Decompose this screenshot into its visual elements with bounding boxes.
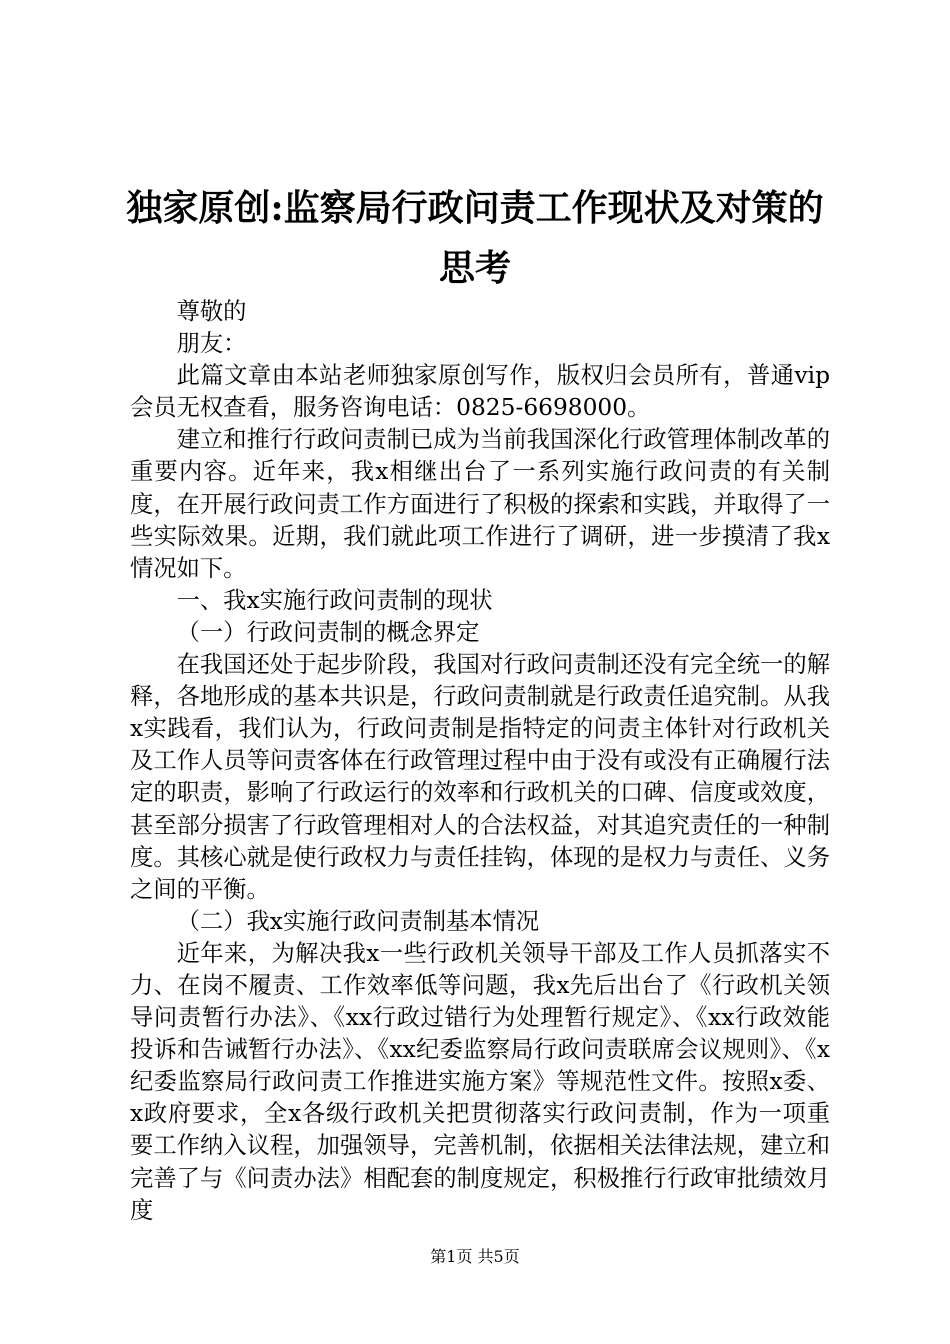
subsection-heading-1: （一）行政问责制的概念界定	[176, 618, 480, 646]
page-footer: 第1页 共5页	[430, 1247, 520, 1266]
salutation-line-1: 尊敬的	[176, 298, 247, 325]
intro-paragraph: 建立和推行行政问责制已成为当前我国深化行政管理体制改革的重要内容。近年来，我x相继出台了一系列实施行政问责的有关制度，在开展行政问责工作方面进行了积极的探索和实践，并取得了一些实际效果。近期，我们就此项工作进行了调研，进一步摸清了我x情况如下。	[130, 426, 830, 582]
document-title-line-2: 思考	[438, 247, 511, 289]
body-paragraph: 在我国还处于起步阶段，我国对行政问责制还没有完全统一的解释，各地形成的基本共识是，行政问责制就是行政责任追究制。从我x实践看，我们认为，行政问责制是指特定的问责主体针对行政机关及工作人员等问责客体在行政管理过程中由于没有或没有正确履行法定的职责，影响了行政运行的效率和行政机关的口碑、信度或效度，甚至部分损害了行政管理相对人的合法权益，对其追究责任的一种制度。其核心就是使行政权力与责任挂钩，体现的是权力与责任、义务之间的平衡。	[130, 651, 830, 903]
copyright-notice: 此篇文章由本站老师独家原创写作，版权归会员所有，普通vip会员无权查看，服务咨询电话：0825-6698000。	[130, 362, 830, 422]
document-body	[130, 296, 830, 1227]
document-title-line-1: 独家原创:监察局行政问责工作现状及对策的	[126, 187, 824, 229]
salutation-line-2: 朋友：	[176, 330, 247, 358]
body-paragraph: 近年来，为解决我x一些行政机关领导干部及工作人员抓落实不力、在岗不履责、工作效率低等问题，我x先后出台了《行政机关领导问责暂行办法》、《xx行政过错行为处理暂行规定》、《xx行政效能投诉和告诫暂行办法》、《xx纪委监察局行政问责联席会议规则》、《x纪委监察局行政问责工作推进实施方案》等规范性文件。按照x委、x政府要求，全x各级行政机关把贯彻落实行政问责制，作为一项重要工作纳入议程，加强领导，完善机制，依据相关法律法规，建立和完善了与《问责办法》相配套的制度规定，积极推行行政审批绩效月度	[130, 939, 830, 1224]
subsection-heading-2: （二）我x实施行政问责制基本情况	[176, 907, 540, 935]
section-heading-1: 一、我x实施行政问责制的现状	[176, 586, 493, 614]
